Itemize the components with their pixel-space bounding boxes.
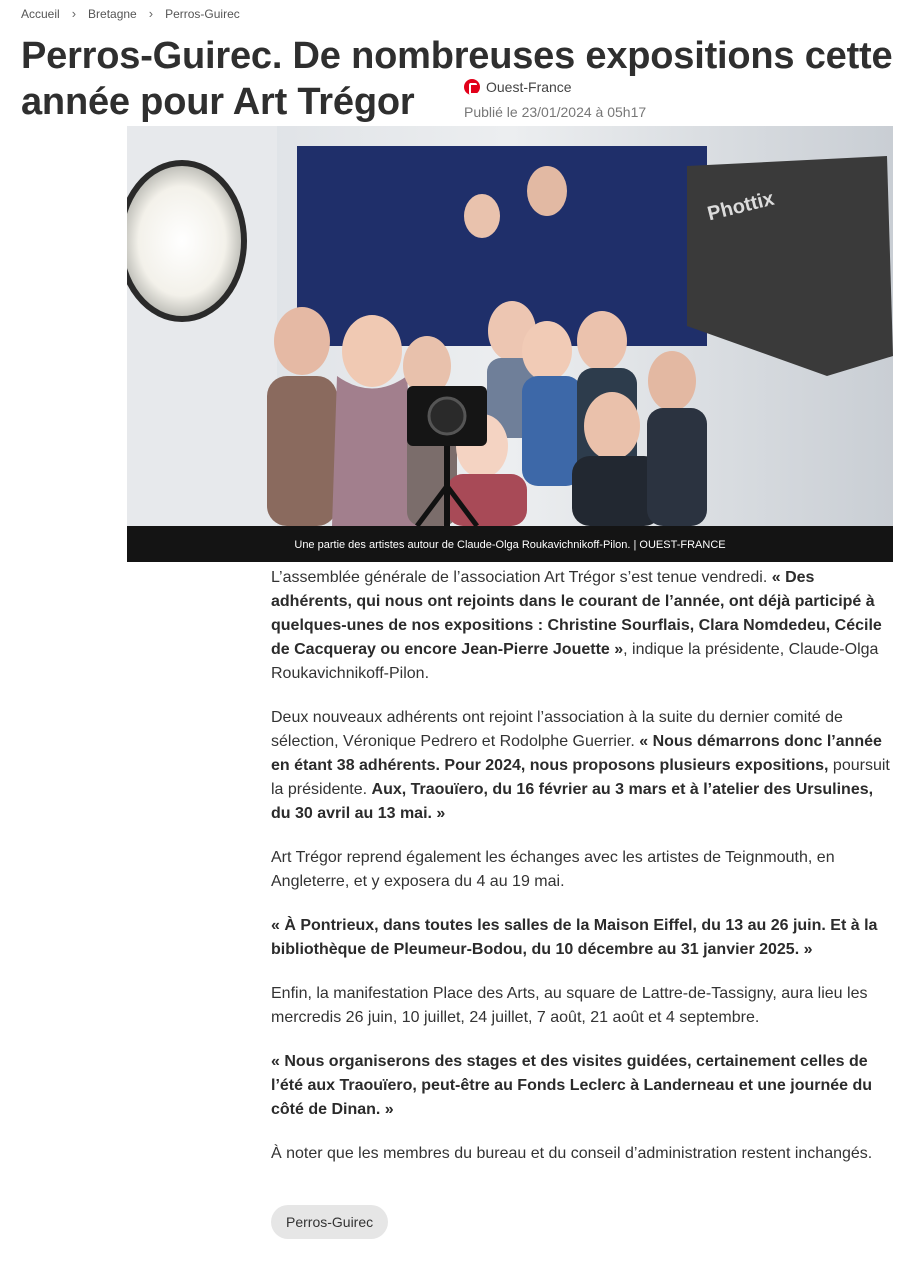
paragraph-1-text: L’assemblée générale de l’association Art Trégor s’est tenue vendredi. [271,569,772,586]
paragraph-2 [271,706,896,826]
chevron-right-icon: › [71,6,77,21]
chevron-right-icon: › [148,6,154,21]
breadcrumb-city-link[interactable]: Perros-Guirec [165,6,240,21]
paragraph-7: À noter que les membres du bureau et du conseil d’administration restent inchangés. [271,1145,873,1162]
article-photo[interactable] [127,126,893,562]
photo-caption: Une partie des artistes autour de Claude-Olga Roukavichnikoff-Pilon. | OUEST-FRANCE [294,539,726,551]
photo-caption-bar [127,526,893,562]
paragraph-6-quote: « Nous organiserons des stages et des visites guidées, certainement celles de l’été aux Traouïero, peut-être au Fonds Leclerc à Landerneau et une journée du côté de Dinan. » [271,1053,873,1118]
paragraph-2-quote: « Nous démarrons donc l’année en étant 38 adhérents. Pour 2024, nous proposons plusieurs expositions, [271,733,882,774]
paragraph-6 [271,1050,896,1122]
paragraph-1-quote: « Des adhérents, qui nous ont rejoints dans le courant de l’année, ont déjà participé à quelques-unes de nos expositions : Christine Sourflais, Clara Nomdedeu, Cécile de Cacqueray ou encore Jean-Pierre Jouette » [271,569,882,658]
paragraph-4-quote: « À Pontrieux, dans toutes les salles de la Maison Eiffel, du 13 au 26 juin. Et à la bibliothèque de Pleumeur-Bodou, du 10 décembre au 31 janvier 2025. » [271,917,878,958]
publish-date: Publié le 23/01/2024 à 05h17 [464,104,647,120]
article-title-line1: Perros-Guirec. De nombreuses expositions cette [21,35,893,77]
paragraph-4 [271,914,896,962]
tag-perros-guirec[interactable]: Perros-Guirec [271,1205,388,1239]
breadcrumb-region-link[interactable]: Bretagne [88,6,137,21]
paragraph-2-text: Deux nouveaux adhérents ont rejoint l’association à la suite du dernier comité de sélection, Véronique Pedrero et Rodolphe Guerrier. [271,709,843,750]
paragraph-5: Enfin, la manifestation Place des Arts, au square de Lattre-de-Tassigny, aura lieu les mercredis 26 juin, 10 juillet, 24 juillet, 7 août, 21 août et 4 septembre. [271,985,868,1026]
ouest-france-logo-icon [464,79,480,95]
paragraph-3: Art Trégor reprend également les échanges avec les artistes de Teignmouth, en Angleterre, et y exposera du 4 au 19 mai. [271,849,835,890]
paragraph-1-text-end: , indique la présidente, Claude-Olga Roukavichnikoff-Pilon. [271,641,879,682]
source-name: Ouest-France [486,79,572,95]
softbox-brand-text: Phottix [705,187,777,226]
paragraph-2-text-mid: poursuit la présidente. [271,757,890,798]
breadcrumb-home-link[interactable]: Accueil [21,6,60,21]
breadcrumb [21,6,240,21]
paragraph-1 [271,566,896,686]
article-title-line2: année pour Art Trégor [21,81,415,123]
article-source[interactable] [464,79,572,95]
group-photo-image [127,126,893,562]
paragraph-2-quote-end: Aux, Traouïero, du 16 février au 3 mars et à l’atelier des Ursulines, du 30 avril au 13 mai. » [271,781,874,822]
article-body [271,566,896,1186]
